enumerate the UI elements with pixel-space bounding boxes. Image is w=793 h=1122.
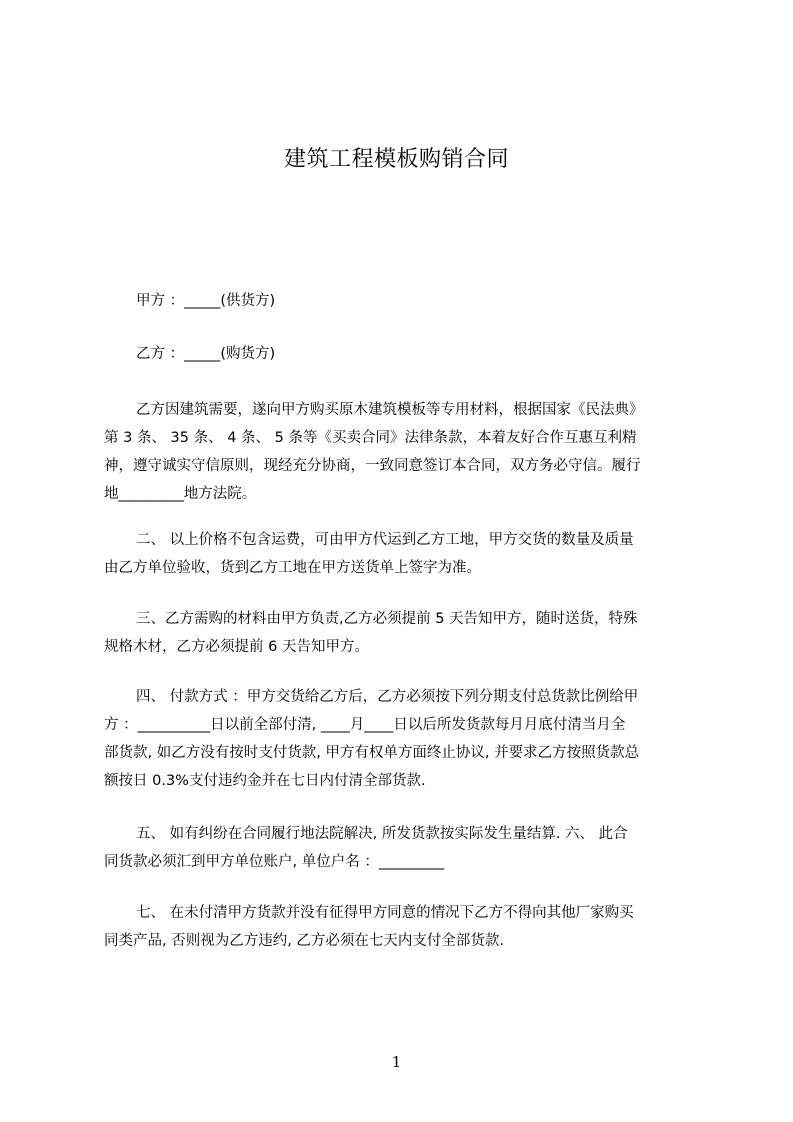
text-line: 四、 付款方式 ：甲方交货给乙方后，乙方必须按下列分期支付总货款比例给甲 xyxy=(136,689,639,705)
text-line: 乙方因建筑需要，遂向甲方购买原木建筑模板等专用材料，根据国家《民法典》 xyxy=(136,402,644,418)
text-line: 三、乙方需购的材料由甲方负责,乙方必须提前 5 天告知甲方，随时送货，特殊 xyxy=(136,611,638,627)
text-line: 二、 以上价格不包含运费，可由甲方代运到乙方工地，甲方交货的数量及质量 xyxy=(136,532,634,548)
text-line: 方 ：__________日以前全部付清, ____月____日以后所发货款每月月底付清当月全 xyxy=(104,717,626,733)
text-line: 七、 在未付清甲方货款并没有征得甲方同意的情况下乙方不得向其他厂家购买 xyxy=(136,905,634,921)
clause-3-paragraph xyxy=(104,605,702,661)
intro-paragraph xyxy=(104,396,702,508)
page-number: 1 xyxy=(391,1053,402,1071)
text-line: 地_________地方法院。 xyxy=(104,486,257,502)
text-line: 第 3 条、 35 条、 4 条、 5 条等《买卖合同》法律条款，本着友好合作互惠互利精 xyxy=(104,430,637,446)
text-line: 同货款必须汇到甲方单位账户, 单位户名 ：_________ xyxy=(104,854,445,870)
text-line: 部货款, 如乙方没有按时支付货款, 甲方有权单方面终止协议, 并要求乙方按照货款总 xyxy=(104,745,640,761)
text-line: 神，遵守诚实守信原则，现经充分协商，一致同意签订本合同，双方务必守信。履行 xyxy=(104,458,641,474)
clause-2-paragraph xyxy=(104,526,702,582)
clause-5-6-paragraph xyxy=(104,820,702,876)
text-line: 五、 如有纠纷在合同履行地法院解决, 所发货款按实际发生量结算. 六、 此合 xyxy=(136,826,628,842)
party-b-line: 乙方 ：_____(购货方) xyxy=(136,346,276,362)
text-line: 由乙方单位验收，货到乙方工地在甲方送货单上签字为准。 xyxy=(104,560,481,576)
text-line: 同类产品, 否则视为乙方违约, 乙方必须在七天内支付全部货款. xyxy=(104,933,505,949)
party-a-line: 甲方 ：_____(供货方) xyxy=(136,293,276,309)
text-line: 规格木材，乙方必须提前 6 天告知甲方。 xyxy=(104,639,369,655)
clause-4-paragraph xyxy=(104,683,702,795)
clause-7-paragraph xyxy=(104,899,702,955)
document-title: 建筑工程模板购销合同 xyxy=(283,147,509,172)
text-line: 额按日 0.3%支付违约金并在七日内付清全部货款. xyxy=(104,773,426,789)
